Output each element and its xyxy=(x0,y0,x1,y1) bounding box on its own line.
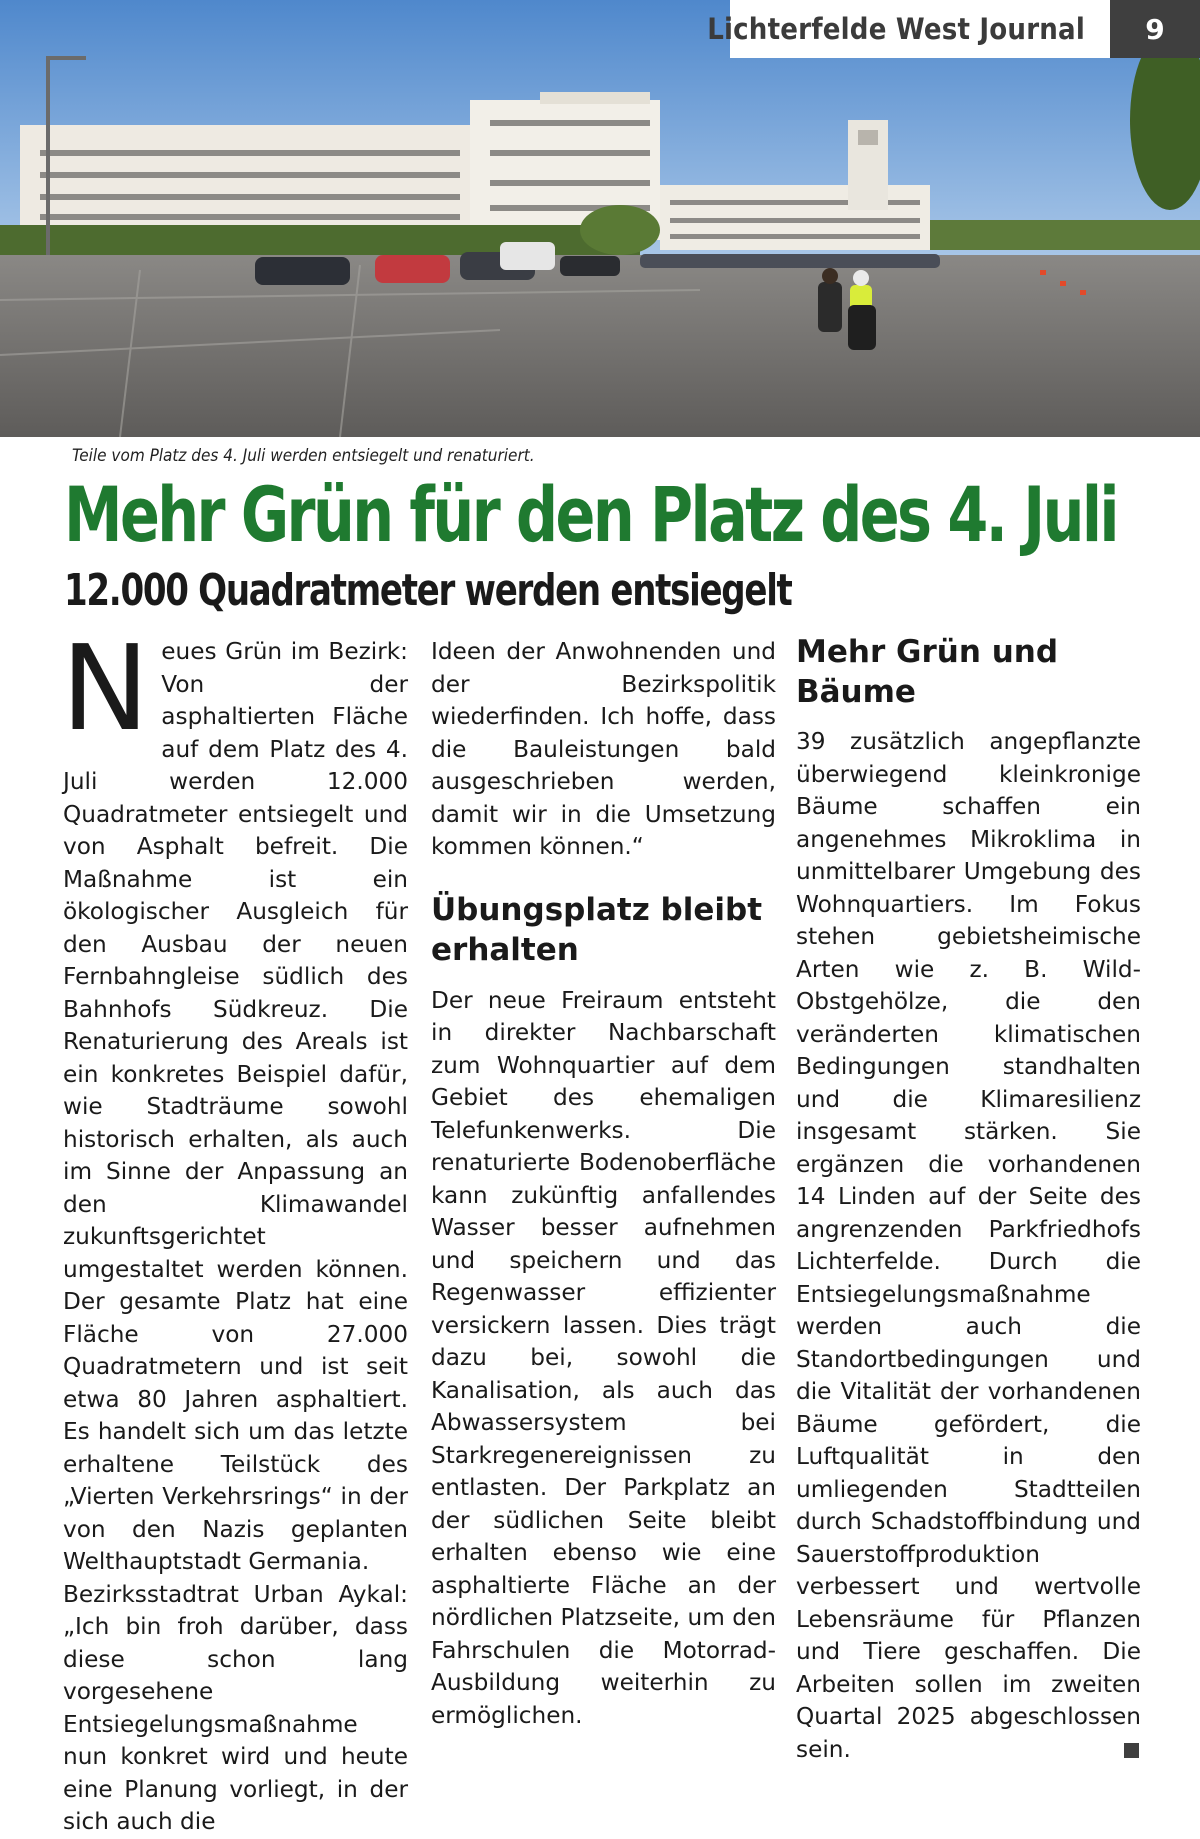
article-photo xyxy=(0,0,1200,437)
body-paragraph: Der neue Freiraum entsteht in direkter Nachbarschaft zum Wohnquartier auf dem Gebiet des ehemaligen Telefunkenwerks. Die renaturierte Bodenoberfläche kann zukünftig anfallendes Wasser besser aufnehmen und speichern und das Regenwasser effizienter versickern lassen. Dies trägt dazu bei, sowohl die Kanalisation, als auch das Abwassersystem bei Starkregenereignissen zu entlasten. Der Parkplatz an der südlichen Seite bleibt erhalten ebenso wie eine asphaltierte Fläche an der nördlichen Platzseite, um den Fahrschulen die Motorrad-Ausbildung weiterhin zu ermöglichen. xyxy=(431,986,776,1729)
body-paragraph: Bezirksstadtrat Urban Aykal: „Ich bin froh darüber, dass diese schon lang vorgesehene Entsiegelungsmaßnahme nun konkret wird und heute eine Planung vorliegt, in der sich auch die xyxy=(63,1580,408,1835)
page-number: 9 xyxy=(1110,0,1200,58)
body-paragraph: eues Grün im Bezirk: Von der asphaltierten Fläche auf dem Platz des 4. Juli werden 12.000 Quadratmeter entsiegelt und von Asphalt befreit. Die Maßnahme ist ein ökologischer Ausgleich für den Ausbau der neuen Fernbahngleise südlich des Bahnhofs Südkreuz. Die Renaturierung des Areals ist ein konkretes Beispiel dafür, wie Stadträume sowohl historisch erhalten, als auch im Sinne der Anpassung an den Klimawandel zukunftsgerichtet umgestaltet werden können. Der gesamte Platz hat eine Fläche von 27.000 Quadratmetern und ist seit etwa 80 Jahren asphaltiert. Es handelt sich um das letzte erhaltene Teilstück des „Vierten Verkehrsrings“ in der von den Nazis geplanten Welthauptstadt Germania. xyxy=(63,638,408,1575)
article-headline: Mehr Grün für den Platz des 4. Juli xyxy=(64,470,1117,559)
article-column-2 xyxy=(431,636,776,1732)
page-header xyxy=(707,0,1200,58)
section-heading-mehr-gruen: Mehr Grün und Bäume xyxy=(796,634,1059,710)
body-paragraph: Ideen der Anwohnenden und der Bezirkspolitik wiederfinden. Ich hoffe, dass die Bauleistungen bald ausgeschrieben werden, damit wir in die Umsetzung kommen können.“ xyxy=(431,638,776,860)
article-subheadline: 12.000 Quadratmeter werden entsiegelt xyxy=(64,565,792,616)
section-heading-uebungsplatz: Übungsplatz bleibt erhalten xyxy=(431,891,763,968)
body-paragraph xyxy=(796,726,1141,1766)
photo-caption: Teile vom Platz des 4. Juli werden entsiegelt und renaturiert. xyxy=(72,446,535,466)
article-column-3 xyxy=(796,636,1141,1766)
drop-cap: N xyxy=(61,619,150,757)
end-of-article-mark xyxy=(1124,1743,1139,1758)
journal-name: Lichterfelde West Journal xyxy=(707,12,1085,46)
body-text: 39 zusätzlich angepflanzte überwiegend kleinkronige Bäume schaffen ein angenehmes Mikroklima in unmittelbarer Umgebung des Wohnquartiers. Im Fokus stehen gebietsheimische Arten wie z. B. Wild-Obstgehölze, die den veränderten klimatischen Bedingungen standhalten und die Klimaresilienz insgesamt stärken. Sie ergänzen die vorhandenen 14 Linden auf der Seite des angrenzenden Parkfriedhofs Lichterfelde. Durch die Entsiegelungsmaßnahme werden auch die Standortbedingungen und die Vitalität der vorhandenen Bäume gefördert, die Luftqualität in den umliegenden Stadtteilen durch Schadstoffbindung und Sauerstoffproduktion verbessert und wertvolle Lebensräume für Pflanzen und Tiere geschaffen. Die Arbeiten sollen im zweiten Quartal 2025 abgeschlossen sein. xyxy=(796,728,1141,1763)
article-column-1 xyxy=(61,619,408,1839)
